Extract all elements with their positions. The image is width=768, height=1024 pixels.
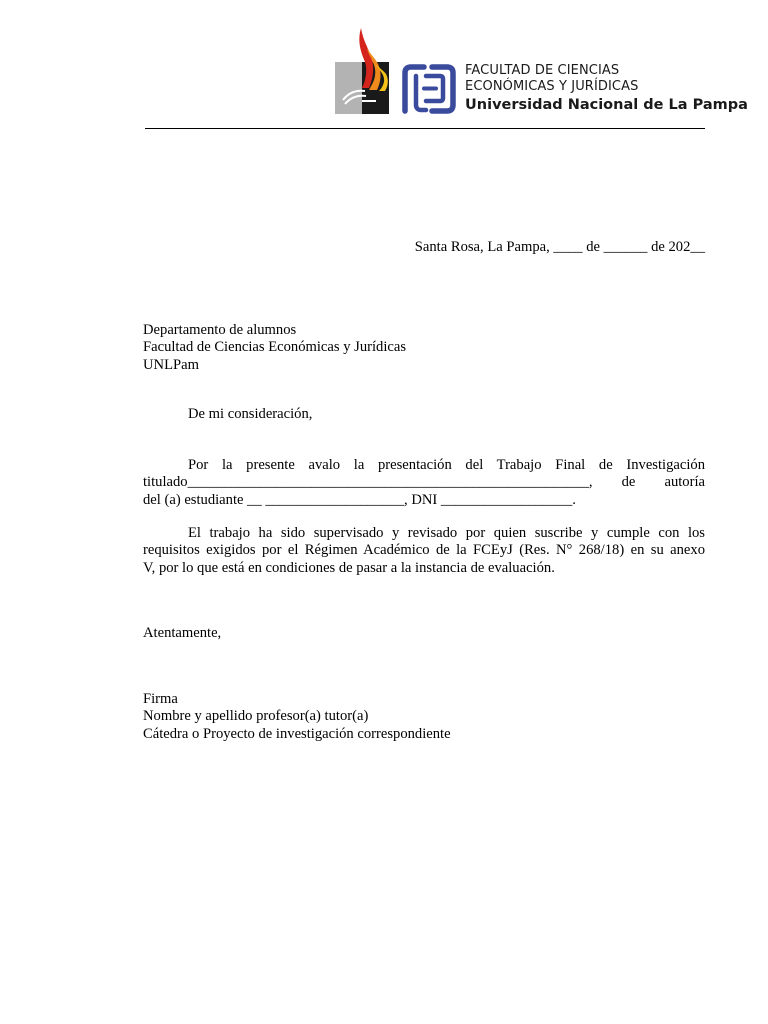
supervision-line-1: El trabajo ha sido supervisado y revisado por quien suscribe y cumple con los [188,525,705,541]
signature-block [143,691,451,743]
endorsement-line-3: del (a) estudiante __ ___________________, DNI __________________. [143,491,576,508]
closing: Atentamente, [143,625,222,641]
salutation: De mi consideración, [188,406,313,422]
endorsement-paragraph [143,457,705,509]
supervision-line-3: V, por lo que está en condiciones de pasar a la instancia de evaluación. [143,559,555,576]
faculty-name-line-1: FACULTAD DE CIENCIAS [465,63,620,78]
header-divider [145,128,705,129]
addressee-block [143,322,705,374]
university-name: Universidad Nacional de La Pampa [465,97,748,113]
addressee-university: UNLPam [143,356,199,373]
supervision-paragraph [143,525,705,577]
date-line: Santa Rosa, La Pampa, ____ de ______ de 202__ [414,239,705,255]
addressee-department: Departamento de alumnos [143,322,297,338]
faculty-name-line-2: ECONÓMICAS Y JURÍDICAS [465,79,639,94]
letterhead [335,28,748,116]
signer-name-label: Nombre y apellido profesor(a) tutor(a) [143,708,369,725]
faculty-name [465,63,748,115]
endorsement-line-1: Por la presente avalo la presentación del Trabajo Final de Investigación [188,457,705,473]
endorsement-line-2: titulado_______________________________________________________, de autoría [143,474,705,491]
supervision-line-2: requisitos exigidos por el Régimen Académico de la FCEyJ (Res. N° 268/18) en su anexo [143,542,705,559]
signer-chair-label: Cátedra o Proyecto de investigación correspondiente [143,725,451,742]
signature-label: Firma [143,691,178,707]
addressee-faculty: Facultad de Ciencias Económicas y Jurídicas [143,339,407,356]
university-shield-icon [335,28,391,114]
faculty-fcej-logo-icon [402,64,456,114]
